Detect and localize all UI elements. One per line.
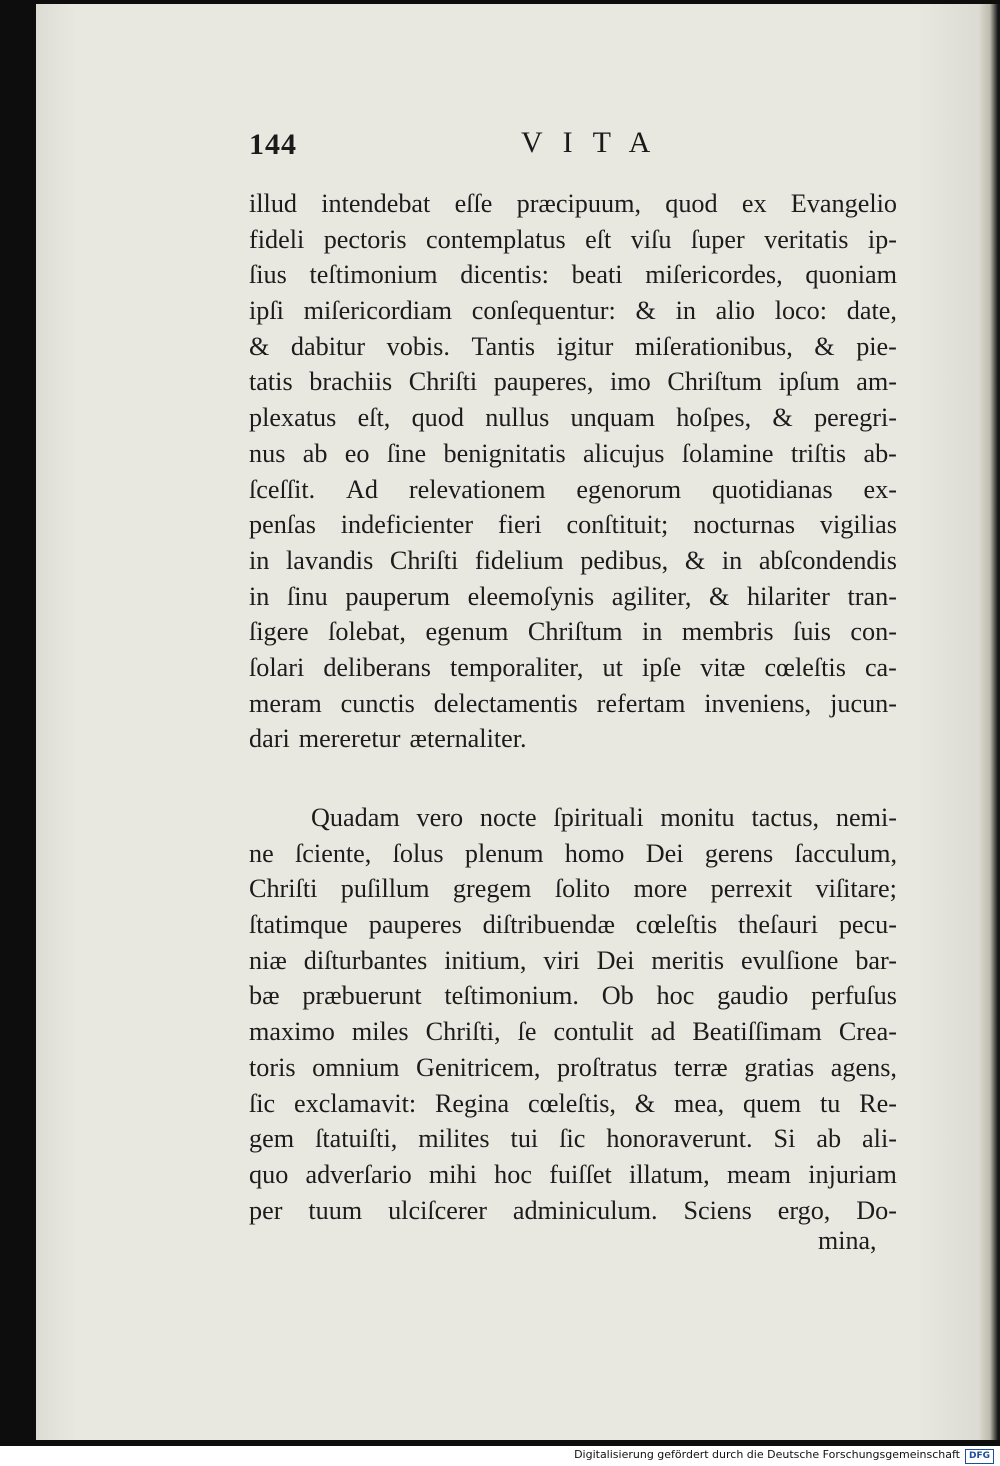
text-line — [249, 614, 897, 650]
word: nemi- — [835, 803, 897, 832]
word: ſciente, — [295, 838, 372, 868]
word: meram — [249, 688, 322, 718]
word: maximo — [249, 1017, 335, 1047]
word: teſtimonium. — [444, 981, 579, 1011]
word: meritis — [651, 945, 725, 975]
word: ſius — [249, 260, 287, 290]
word: Si — [773, 1124, 796, 1154]
word: ſe — [517, 1017, 537, 1047]
word: Sciens — [683, 1195, 752, 1225]
word: egenorum — [576, 474, 682, 504]
word: eo — [344, 438, 370, 468]
word: hoc — [656, 981, 695, 1011]
word: cœleſtis — [635, 910, 718, 940]
word: teſtimonium — [309, 260, 438, 290]
text-line — [249, 1157, 897, 1193]
word: intendebat — [321, 189, 431, 218]
word: agiliter, — [611, 581, 692, 611]
word: ut — [602, 652, 623, 682]
text-line — [249, 400, 897, 436]
word: benignitatis — [443, 438, 566, 468]
text-line — [249, 472, 897, 508]
word: eſt, — [357, 403, 391, 433]
word: tran- — [847, 581, 897, 611]
text-line — [249, 543, 897, 579]
word: Dei — [596, 945, 635, 975]
text-line — [249, 1050, 897, 1086]
word: Regina — [434, 1088, 510, 1118]
word: omnium — [312, 1052, 400, 1082]
word: ulciſcerer — [388, 1195, 487, 1225]
word: fieri — [497, 510, 542, 540]
word: & — [709, 581, 730, 611]
word: mea, — [673, 1088, 725, 1118]
word: ſtatimque — [249, 910, 348, 940]
word: perfuſus — [811, 981, 897, 1011]
word: ſtatuiſti, — [315, 1124, 398, 1154]
text-line — [249, 686, 897, 722]
word: gratias — [744, 1052, 815, 1082]
word: miles — [351, 1017, 409, 1047]
word: Chriſtum — [527, 617, 623, 647]
word: ſuis — [793, 617, 831, 647]
word: monitu — [660, 803, 735, 832]
word: gregem — [452, 874, 532, 904]
word: vigilias — [819, 510, 897, 540]
word: egenum — [425, 617, 509, 647]
word: miſericordes, — [645, 260, 783, 290]
word: eſſe — [454, 189, 493, 218]
word: ſolus — [392, 838, 444, 868]
paragraph-1 — [249, 186, 897, 757]
word: præcipuum, — [516, 189, 641, 218]
word: ali- — [862, 1124, 897, 1154]
word: abſcondendis — [758, 545, 897, 575]
footer — [0, 1446, 1000, 1466]
word: cunctis — [340, 688, 415, 718]
word: fuiſſet — [549, 1159, 612, 1189]
word: tatis — [249, 367, 293, 397]
word: pectoris — [323, 224, 407, 254]
word: terræ — [673, 1052, 728, 1082]
word: vobis. — [386, 331, 450, 361]
word: homo — [564, 838, 625, 868]
word: ab — [302, 438, 328, 468]
word: Ob — [601, 981, 634, 1011]
word: pecu- — [838, 910, 897, 940]
word: delectamentis — [433, 688, 578, 718]
text-line — [249, 579, 897, 615]
word: Chriſtum — [667, 367, 762, 397]
word: ipſi — [249, 296, 284, 326]
word: bæ — [249, 981, 280, 1011]
word: tuum — [308, 1195, 363, 1225]
word: & — [684, 545, 706, 575]
word: dicentis: — [460, 260, 549, 290]
word: & — [249, 331, 270, 361]
word: injuriam — [808, 1159, 897, 1189]
word: pauperes — [368, 910, 462, 940]
text-line — [249, 293, 897, 329]
word: jucun- — [830, 688, 897, 718]
word: ſpirituali — [553, 803, 644, 832]
text-line — [249, 1086, 897, 1122]
word: in — [249, 581, 270, 611]
word: nullus — [485, 403, 550, 433]
word: gem — [249, 1124, 295, 1154]
word: plexatus — [249, 403, 337, 433]
word: adminiculum. — [512, 1195, 658, 1225]
paragraph-gap — [249, 757, 897, 800]
word: ſceſſit. — [249, 474, 316, 504]
word: lavandis — [285, 545, 374, 575]
text-line — [249, 836, 897, 872]
word: ſinu — [286, 581, 328, 611]
word: viri — [543, 945, 580, 975]
word: ſacculum, — [794, 838, 897, 868]
word: eleemoſynis — [467, 581, 595, 611]
word: illatum, — [628, 1159, 710, 1189]
word: conſtituit; — [566, 510, 669, 540]
text-line — [249, 943, 897, 979]
word: agens, — [830, 1052, 897, 1082]
word: bar- — [855, 945, 897, 975]
text-line — [249, 186, 897, 222]
word: dari — [249, 724, 290, 754]
page-number: 144 — [249, 128, 297, 161]
word: igitur — [556, 331, 614, 361]
catchword: mina, — [818, 1226, 877, 1255]
word: viſitare; — [815, 874, 897, 904]
word: ad — [650, 1017, 676, 1047]
word: Genitricem, — [416, 1052, 541, 1082]
word: alio — [715, 296, 755, 326]
word: loco: — [774, 296, 828, 326]
word: initium, — [444, 945, 527, 975]
word: & — [772, 403, 793, 433]
word: beati — [571, 260, 623, 290]
word: miſerationibus, — [634, 331, 793, 361]
word: ab — [816, 1124, 842, 1154]
word: perrexit — [710, 874, 793, 904]
word: ſine — [386, 438, 427, 468]
word: ipſum — [778, 367, 840, 397]
word: gerens — [704, 838, 774, 868]
word: quotidianas — [711, 474, 833, 504]
word: præbuerunt — [302, 981, 422, 1011]
word: ex — [741, 189, 767, 218]
word: fidelium — [474, 545, 564, 575]
word: per — [249, 1195, 283, 1225]
word: ſolebat, — [328, 617, 406, 647]
word: in — [721, 545, 743, 575]
word: tui — [510, 1124, 539, 1154]
word: contemplatus — [426, 224, 566, 254]
body-text — [249, 186, 897, 1228]
word: milites — [418, 1124, 490, 1154]
word: nocte — [479, 803, 537, 832]
word: ca- — [864, 652, 897, 682]
word: pauperes, — [493, 367, 594, 397]
word: miſericordiam — [303, 296, 452, 326]
word: meam — [726, 1159, 791, 1189]
word: mihi — [428, 1159, 477, 1189]
word: cœleſtis, — [527, 1088, 616, 1118]
word: hoc — [494, 1159, 532, 1189]
word: quod — [665, 189, 718, 218]
text-line — [249, 222, 897, 258]
word: diſtribuendæ — [482, 910, 615, 940]
word: honoraverunt. — [606, 1124, 753, 1154]
word: proſtratus — [556, 1052, 658, 1082]
word: diſturbantes — [303, 945, 428, 975]
word: deliberans — [323, 652, 431, 682]
text-line — [249, 507, 897, 543]
word: nus — [249, 438, 286, 468]
word: evulſione — [740, 945, 839, 975]
word: more — [633, 874, 688, 904]
word: Chriſti — [408, 367, 478, 397]
word: vero — [416, 803, 464, 832]
word: Evangelio — [790, 189, 897, 218]
word: pie- — [856, 331, 897, 361]
word: alicujus — [583, 438, 665, 468]
word: hilariter — [747, 581, 830, 611]
word: Chriſti — [249, 874, 318, 904]
word: & — [634, 1088, 656, 1118]
word: pauperum — [345, 581, 451, 611]
word: adverſario — [305, 1159, 412, 1189]
running-head-title: VITA — [521, 126, 671, 159]
word: ſolamine — [681, 438, 774, 468]
word: eſt — [585, 224, 612, 254]
text-line — [249, 721, 897, 757]
word: Do- — [856, 1195, 897, 1225]
word: viſu — [630, 224, 672, 254]
word: ſigere — [249, 617, 309, 647]
word: mereretur — [298, 724, 401, 754]
word: veritatis — [764, 224, 849, 254]
text-line — [249, 978, 897, 1014]
word: membris — [681, 617, 774, 647]
text-line — [249, 1014, 897, 1050]
word: puſillum — [340, 874, 430, 904]
word: hoſpes, — [676, 403, 752, 433]
running-head — [249, 128, 899, 168]
dfg-logo: DFG — [965, 1449, 994, 1464]
word: date, — [846, 296, 897, 326]
word: quo — [249, 1159, 289, 1189]
text-line — [249, 907, 897, 943]
text-line — [249, 436, 897, 472]
text-line — [249, 871, 897, 907]
word: ſolito — [554, 874, 611, 904]
word: in — [675, 296, 696, 326]
word: niæ — [249, 945, 287, 975]
word: brachiis — [309, 367, 393, 397]
word: Quadam — [311, 803, 400, 832]
word: tactus, — [751, 803, 820, 832]
word: ergo, — [777, 1195, 831, 1225]
word: unquam — [570, 403, 655, 433]
word: Chriſti, — [425, 1017, 501, 1047]
word: quoniam — [805, 260, 897, 290]
word: dabitur — [290, 331, 366, 361]
word: ſolari — [249, 652, 305, 682]
word: Crea- — [838, 1017, 897, 1047]
word: contulit — [553, 1017, 634, 1047]
word: theſauri — [738, 910, 819, 940]
word: toris — [249, 1052, 296, 1082]
word: in — [641, 617, 663, 647]
text-line — [249, 800, 897, 836]
page-edge — [980, 4, 1000, 1440]
word: fideli — [249, 224, 305, 254]
word: ſic — [559, 1124, 586, 1154]
word: refertam — [596, 688, 686, 718]
text-line — [249, 1121, 897, 1157]
word: plenum — [464, 838, 544, 868]
word: con- — [850, 617, 897, 647]
word: ip- — [867, 224, 897, 254]
word: in — [249, 545, 270, 575]
word: pedibus, — [580, 545, 669, 575]
text-line — [249, 1193, 897, 1229]
word: & — [814, 331, 835, 361]
word: penſas — [249, 510, 316, 540]
text-line — [249, 650, 897, 686]
word: gaudio — [717, 981, 789, 1011]
word: triſtis — [790, 438, 847, 468]
word: vitæ — [700, 652, 746, 682]
text-line — [249, 257, 897, 293]
word: quod — [411, 403, 464, 433]
word: relevationem — [408, 474, 546, 504]
word: imo — [610, 367, 651, 397]
word: Re- — [859, 1088, 897, 1118]
word: Chriſti — [389, 545, 459, 575]
word: temporaliter, — [449, 652, 584, 682]
word: indeficienter — [340, 510, 474, 540]
word: am- — [856, 367, 897, 397]
word: ex- — [863, 474, 897, 504]
word: nocturnas — [693, 510, 796, 540]
word: inveniens, — [704, 688, 812, 718]
word: ne — [249, 838, 274, 868]
word: æternaliter. — [409, 724, 527, 754]
word: Tantis — [471, 331, 536, 361]
word: exclamavit: — [294, 1088, 417, 1118]
word: ſuper — [690, 224, 745, 254]
word: quem — [742, 1088, 802, 1118]
word: peregri- — [814, 403, 897, 433]
word: & — [635, 296, 656, 326]
word: Ad — [346, 474, 379, 504]
text-line — [249, 329, 897, 365]
paragraph-2 — [249, 800, 897, 1228]
word: Beatiſſimam — [692, 1017, 822, 1047]
word: ab- — [863, 438, 897, 468]
footer-credit: Digitalisierung gefördert durch die Deutsche Forschungsgemeinschaft — [574, 1448, 960, 1461]
word: tu — [819, 1088, 841, 1118]
text-line — [249, 364, 897, 400]
word: ipſe — [641, 652, 682, 682]
word: ſic — [249, 1088, 276, 1118]
word: conſequentur: — [471, 296, 616, 326]
word: cœleſtis — [764, 652, 846, 682]
word: Dei — [645, 838, 684, 868]
word: illud — [249, 189, 298, 218]
